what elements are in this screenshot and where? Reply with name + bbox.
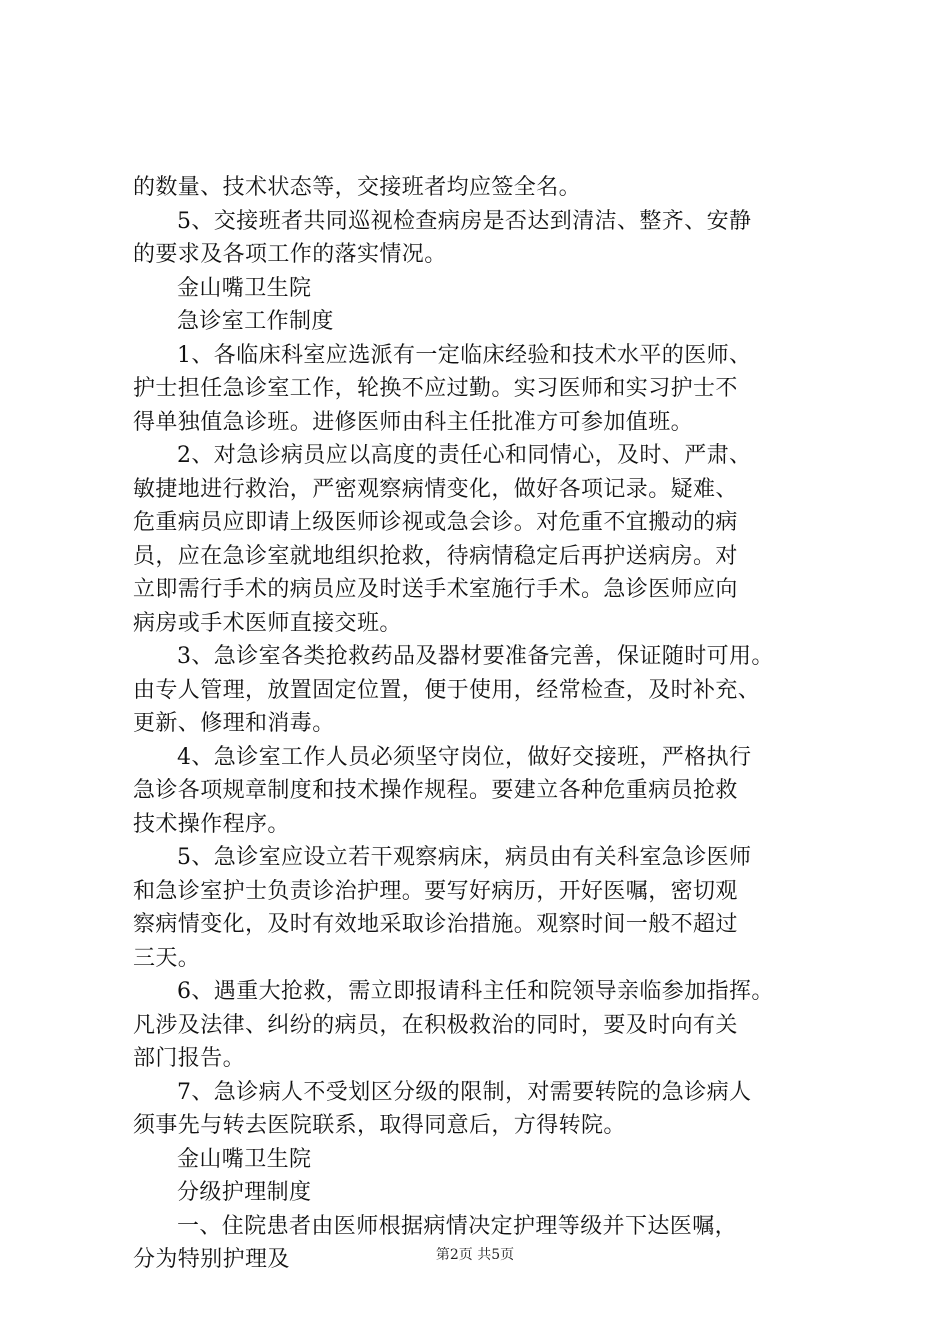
text-line: 3、急诊室各类抢救药品及器材要准备完善，保证随时可用。 (177, 644, 774, 669)
text-line: 和急诊室护士负责诊治护理。要写好病历，开好医嘱，密切观 (133, 878, 738, 904)
text-line: 急诊各项规章制度和技术操作规程。要建立各种危重病员抢救 (133, 778, 738, 803)
text-line: 敏捷地进行救治，严密观察病情变化，做好各项记录。疑难、 (133, 476, 738, 502)
text-line: 护士担任急诊室工作，轮换不应过勤。实习医师和实习护士不 (133, 376, 738, 401)
page-footer: 第2页 共5页 (435, 1247, 515, 1263)
text-line: 部门报告。 (133, 1046, 246, 1071)
text-line: 凡涉及法律、纠纷的病员，在积极救治的同时，要及时向有关 (133, 1012, 738, 1038)
text-line: 5、交接班者共同巡视检查病房是否达到清洁、整齐、安静 (177, 208, 752, 234)
text-line: 的数量、技术状态等，交接班者均应签全名。 (133, 175, 582, 200)
text-line: 金山嘴卫生院 (177, 275, 312, 301)
text-line: 得单独值急诊班。进修医师由科主任批准方可参加值班。 (133, 409, 694, 435)
text-line: 1、各临床科室应选派有一定临床经验和技术水平的医师、 (177, 342, 752, 368)
document-body (133, 171, 833, 1277)
text-line: 立即需行手术的病员应及时送手术室施行手术。急诊医师应向 (133, 577, 738, 602)
text-line: 员，应在急诊室就地组织抢救，待病情稳定后再护送病房。对 (133, 543, 738, 569)
text-line: 须事先与转去医院联系，取得同意后，方得转院。 (133, 1113, 626, 1138)
text-line: 5、急诊室应设立若干观察病床，病员由有关科室急诊医师 (177, 845, 752, 870)
text-line: 危重病员应即请上级医师诊视或急会诊。对危重不宜搬动的病 (133, 510, 738, 535)
text-line: 三天。 (133, 945, 201, 971)
text-line: 技术操作程序。 (133, 811, 290, 837)
text-line: 7、急诊病人不受划区分级的限制，对需要转院的急诊病人 (177, 1079, 752, 1105)
text-line: 察病情变化，及时有效地采取诊治措施。观察时间一般不超过 (133, 912, 738, 937)
text-line: 急诊室工作制度 (177, 309, 334, 334)
text-line: 金山嘴卫生院 (177, 1146, 312, 1172)
text-line: 由专人管理，放置固定位置，便于使用，经常检查，及时补充、 (133, 677, 761, 703)
text-line: 2、对急诊病员应以高度的责任心和同情心，及时、严肃、 (177, 443, 752, 468)
text-line: 更新、修理和消毒。 (133, 711, 335, 736)
text-line: 分为特别护理及 (133, 1247, 290, 1272)
text-line: 分级护理制度 (177, 1180, 312, 1205)
text-line: 一、住院患者由医师根据病情决定护理等级并下达医嘱， (177, 1213, 738, 1239)
text-line: 的要求及各项工作的落实情况。 (133, 242, 447, 267)
text-line: 病房或手术医师直接交班。 (133, 610, 402, 636)
text-line: 6、遇重大抢救，需立即报请科主任和院领导亲临参加指挥。 (177, 979, 774, 1004)
text-line: 4、急诊室工作人员必须坚守岗位，做好交接班，严格执行 (177, 744, 752, 770)
